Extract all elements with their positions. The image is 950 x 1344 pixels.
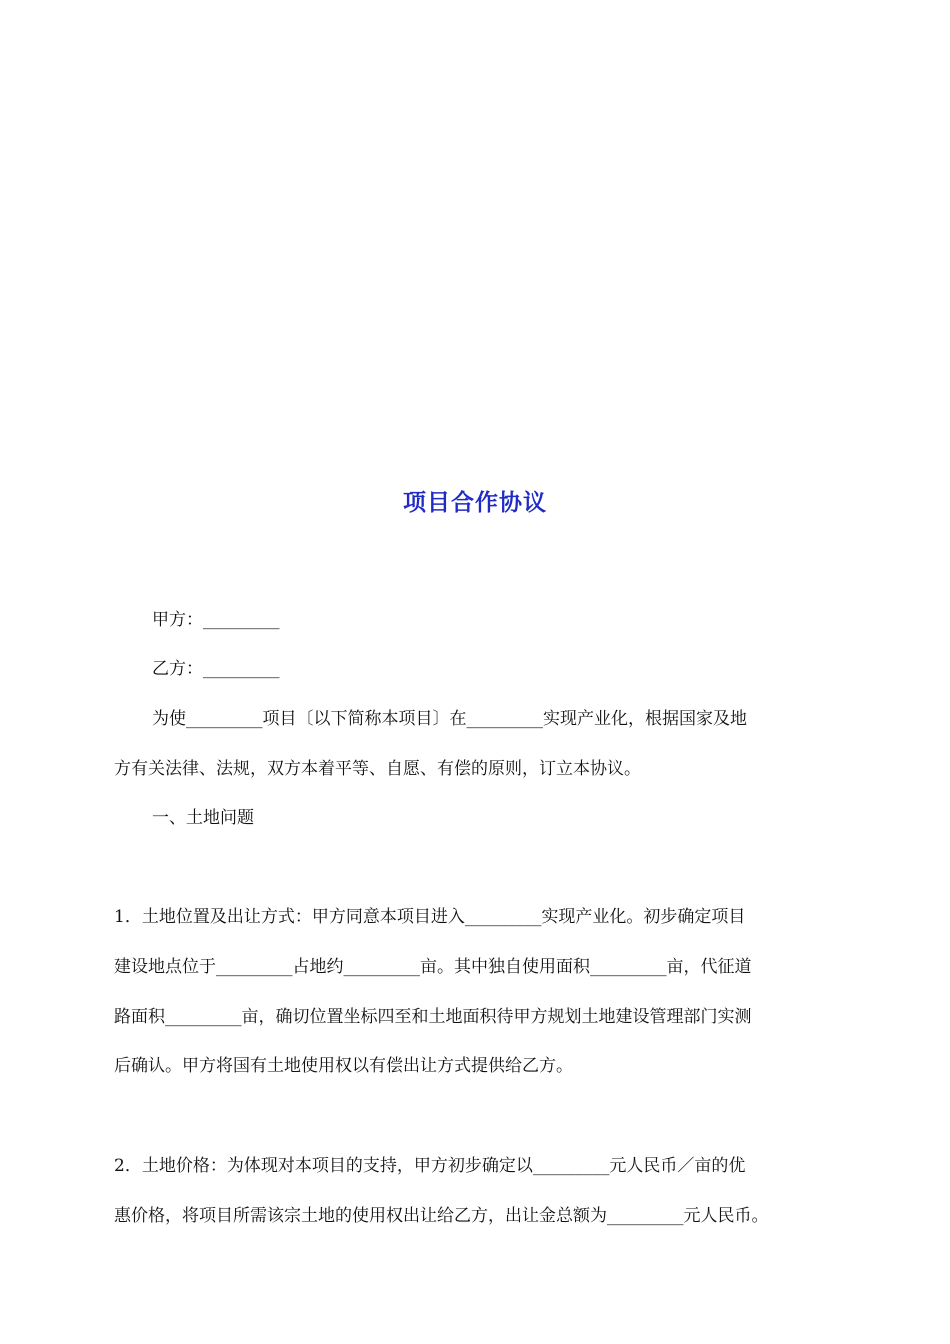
party-b-line: 乙方：_________ [152, 659, 280, 679]
intro-line-1: 为使_________项目〔以下简称本项目〕在_________实现产业化，根据国家及地 [152, 709, 747, 729]
intro-line-2: 方有关法律、法规，双方本着平等、自愿、有偿的原则，订立本协议。 [114, 759, 641, 779]
clause1-line-4: 后确认。甲方将国有土地使用权以有偿出让方式提供给乙方。 [114, 1056, 573, 1076]
party-a-line: 甲方：_________ [152, 610, 280, 630]
clause2-line-2: 惠价格，将项目所需该宗土地的使用权出让给乙方，出让金总额为_________元人民币。 [114, 1206, 769, 1226]
section-heading: 一、土地问题 [152, 808, 254, 828]
clause2-line-1: 2．土地价格：为体现对本项目的支持，甲方初步确定以_________元人民币／亩的优 [114, 1156, 746, 1176]
clause1-line-2: 建设地点位于_________占地约_________亩。其中独自使用面积_________亩，代征道 [114, 957, 752, 977]
document-title: 项目合作协议 [403, 490, 547, 516]
clause1-line-1: 1．土地位置及出让方式：甲方同意本项目进入_________实现产业化。初步确定项目 [114, 907, 746, 927]
clause1-line-3: 路面积_________亩，确切位置坐标四至和土地面积待甲方规划土地建设管理部门实测 [114, 1007, 752, 1027]
